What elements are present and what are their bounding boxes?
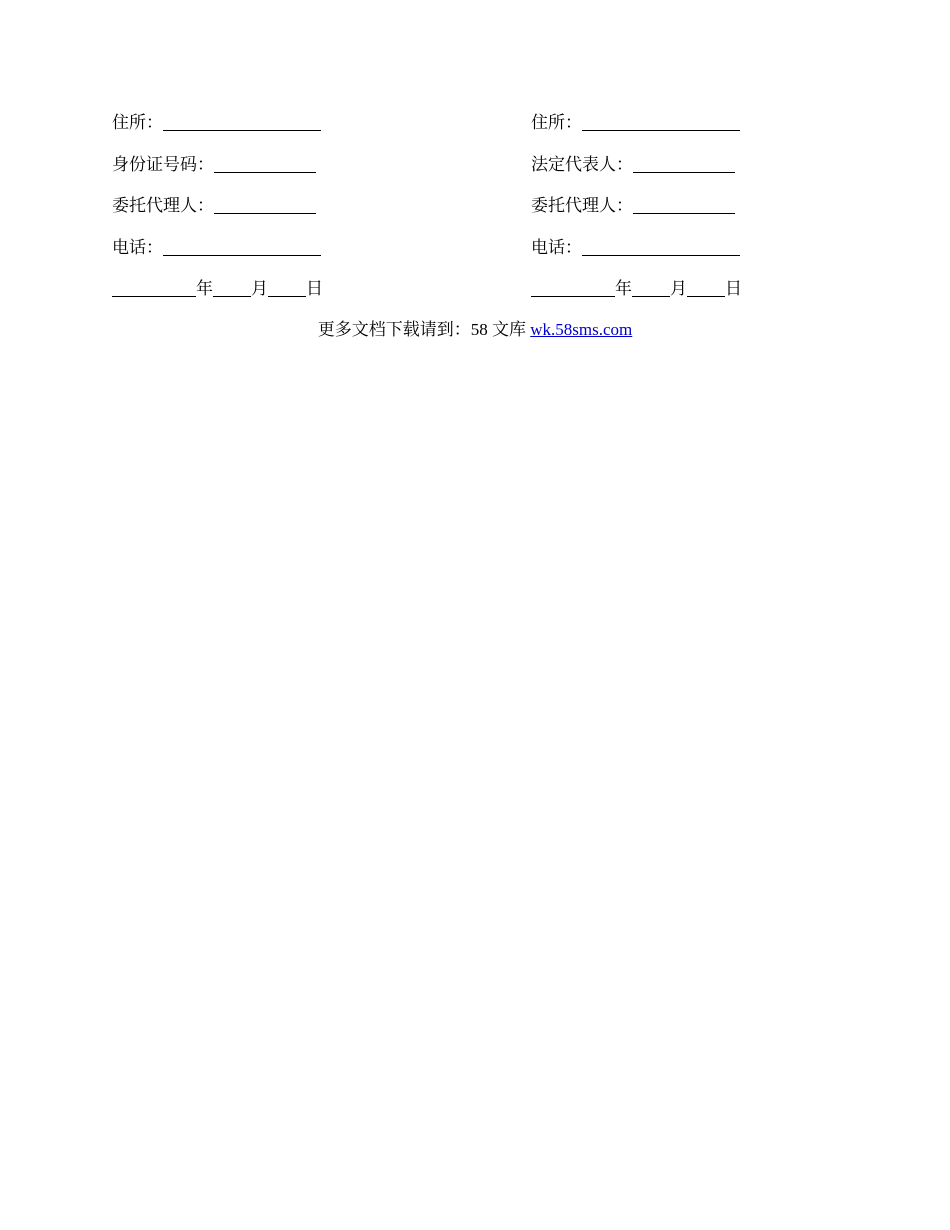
phone-blank: [582, 237, 740, 256]
year-blank: [531, 278, 615, 297]
agent-label: 委托代理人：: [531, 196, 633, 215]
date-row: [531, 277, 771, 319]
id-number-row: [112, 153, 352, 195]
id-number-blank: [214, 154, 316, 173]
agent-row: [112, 194, 352, 236]
footer-link[interactable]: wk.58sms.com: [530, 320, 633, 339]
address-label: 住所：: [112, 113, 163, 132]
year-blank: [112, 278, 196, 297]
agent-row: [531, 194, 771, 236]
day-blank: [268, 278, 306, 297]
address-blank: [163, 112, 321, 131]
party-a-signature-block: [112, 111, 352, 319]
address-row: [112, 111, 352, 153]
day-blank: [687, 278, 725, 297]
phone-blank: [163, 237, 321, 256]
party-b-signature-block: [531, 111, 771, 319]
phone-row: [531, 236, 771, 278]
date-row: [112, 277, 352, 319]
phone-row: [112, 236, 352, 278]
month-blank: [632, 278, 670, 297]
month-label: 月: [670, 279, 687, 298]
id-number-label: 身份证号码：: [112, 154, 214, 174]
day-label: 日: [725, 279, 742, 298]
agent-blank: [214, 195, 316, 214]
agent-label: 委托代理人：: [112, 196, 214, 215]
download-footer: [0, 318, 950, 342]
legal-representative-label: 法定代表人：: [531, 154, 633, 174]
footer-text: 更多文档下载请到：58 文库: [317, 320, 531, 339]
year-label: 年: [196, 279, 213, 298]
address-row: [531, 111, 771, 153]
legal-representative-row: [531, 153, 771, 195]
year-label: 年: [615, 279, 632, 298]
phone-label: 电话：: [531, 237, 582, 257]
month-blank: [213, 278, 251, 297]
address-blank: [582, 112, 740, 131]
legal-representative-blank: [633, 154, 735, 173]
agent-blank: [633, 195, 735, 214]
month-label: 月: [251, 279, 268, 298]
day-label: 日: [306, 279, 323, 298]
address-label: 住所：: [531, 113, 582, 132]
phone-label: 电话：: [112, 237, 163, 257]
